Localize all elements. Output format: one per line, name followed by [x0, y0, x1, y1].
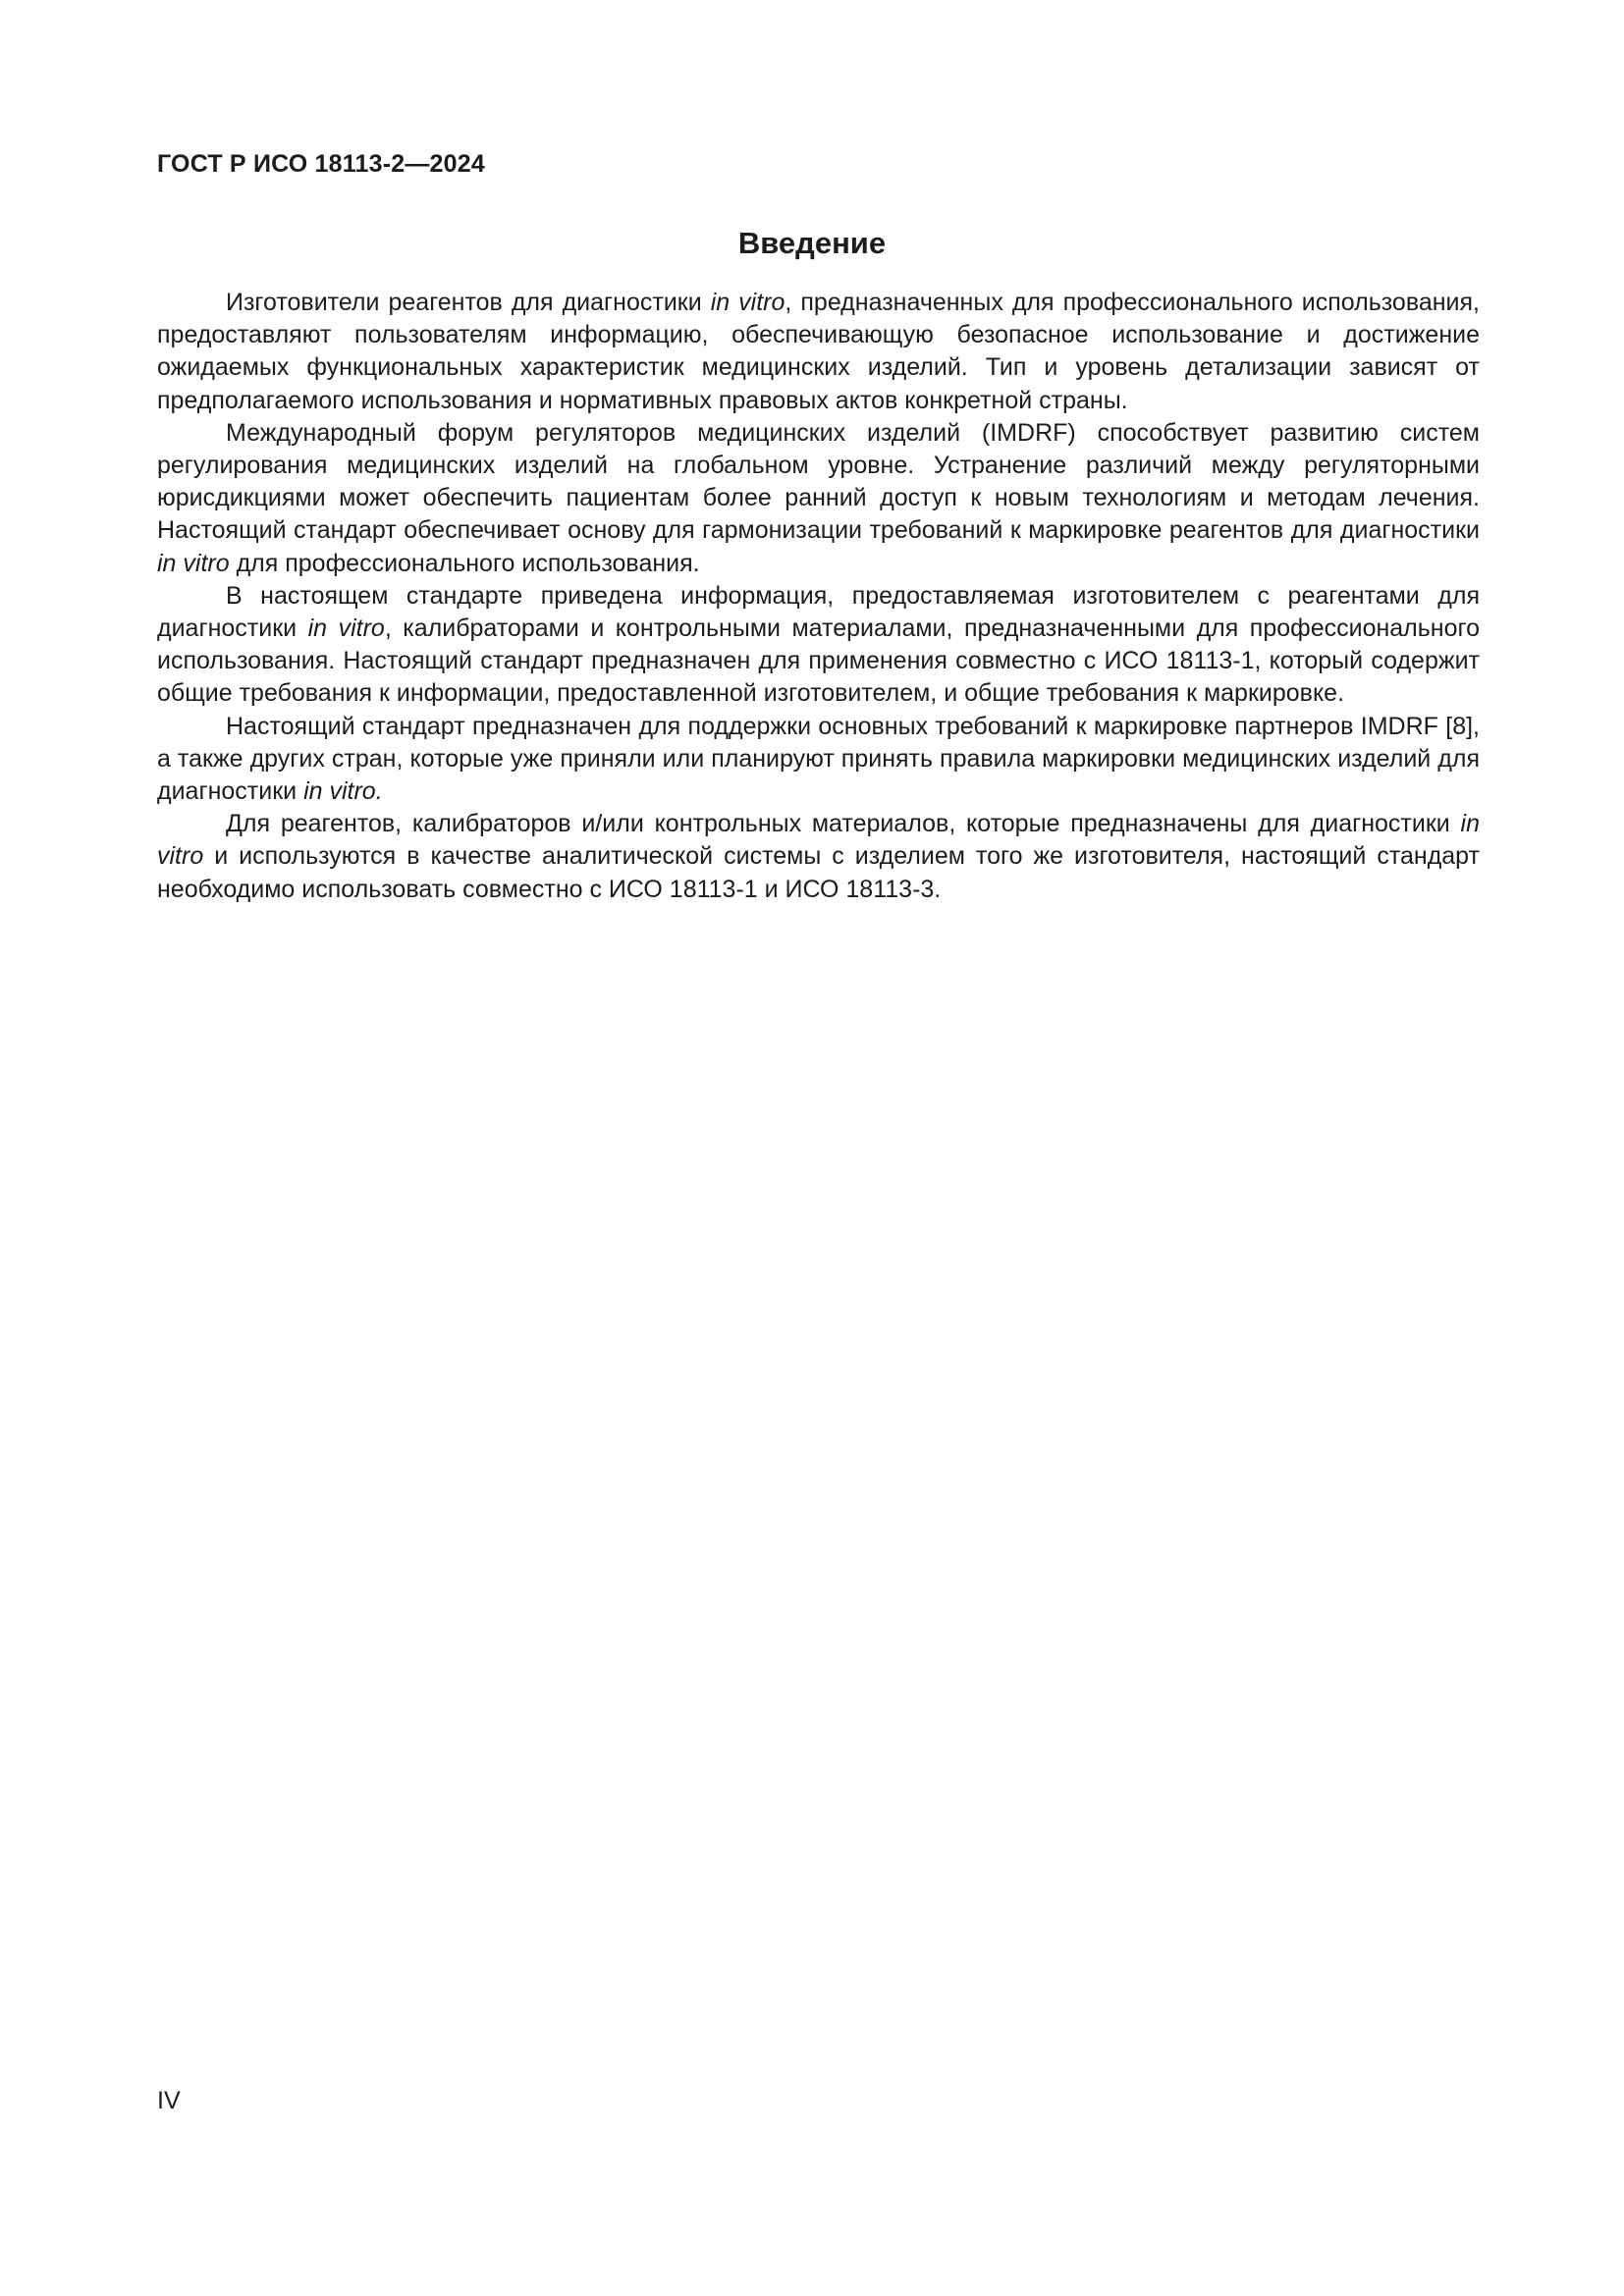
paragraph-3 — [157, 580, 1480, 711]
paragraph-5-text-a: Для реагентов, калибраторов и/или контрольных материалов, которые предназначены для диагностики — [226, 810, 1461, 838]
paragraph-4-text-a: Настоящий стандарт предназначен для поддержки основных требований к маркировке партнеров IMDRF [8], а также других стран, которые уже приняли или планируют принять правила маркировки медицинских изделий для диагностики — [157, 712, 1480, 806]
paragraph-1-text-a: Изготовители реагентов для диагностики — [226, 289, 711, 316]
paragraph-5-italic: in vitro — [157, 810, 1480, 871]
paragraph-5-text-b: и используются в качестве аналитической системы с изделием того же изготовителя, настоящий стандарт необходимо использовать совместно с ИСО 18113-1 и ИСО 18113-3. — [157, 842, 1480, 903]
paragraph-3-text-a: В настоящем стандарте приведена информация, предоставляемая изготовителем с реагентами для диагностики — [157, 581, 1480, 643]
paragraph-1-italic: in vitro — [710, 289, 785, 316]
paragraph-2-italic: in vitro — [157, 549, 230, 577]
paragraph-3-text-b: , калибраторами и контрольными материалами, предназначенными для профессионального использования. Настоящий стандарт предназначен для применения совместно с ИСО 18113-1, который содержит общие требования к информации, предоставленной изготовителем, и общие требования к маркировке. — [157, 614, 1480, 708]
paragraph-4-italic: in vitro. — [303, 777, 383, 806]
paragraph-1 — [157, 287, 1480, 417]
page-number: IV — [157, 2087, 181, 2114]
paragraph-2-text-a: Международный форум регуляторов медицинских изделий (IMDRF) способствует развитию систем регулирования медицинских изделий на глобальном уровне. Устранение различий между регуляторными юрисдикциями может обеспечить пациентам более ранний доступ к новым технологиям и методам лечения. Настоящий стандарт обеспечивает основу для гармонизации требований к маркировке реагентов для диагностики — [157, 418, 1480, 545]
paragraph-3-italic: in vitro — [307, 614, 385, 643]
paragraph-5 — [157, 808, 1480, 906]
document-header: ГОСТ Р ИСО 18113-2—2024 — [157, 150, 485, 178]
paragraph-4 — [157, 711, 1480, 809]
section-title: Введение — [737, 226, 887, 260]
document-body — [157, 287, 1480, 906]
paragraph-1-text-b: , предназначенных для профессионального использования, предоставляют пользователям информацию, обеспечивающую безопасное использование и достижение ожидаемых функциональных характеристик медицинских изделий. Тип и уровень детализации зависят от предполагаемого использования и нормативных правовых актов конкретной страны. — [157, 289, 1480, 414]
paragraph-2 — [157, 417, 1480, 580]
paragraph-2-text-b: для профессионального использования. — [229, 549, 700, 577]
